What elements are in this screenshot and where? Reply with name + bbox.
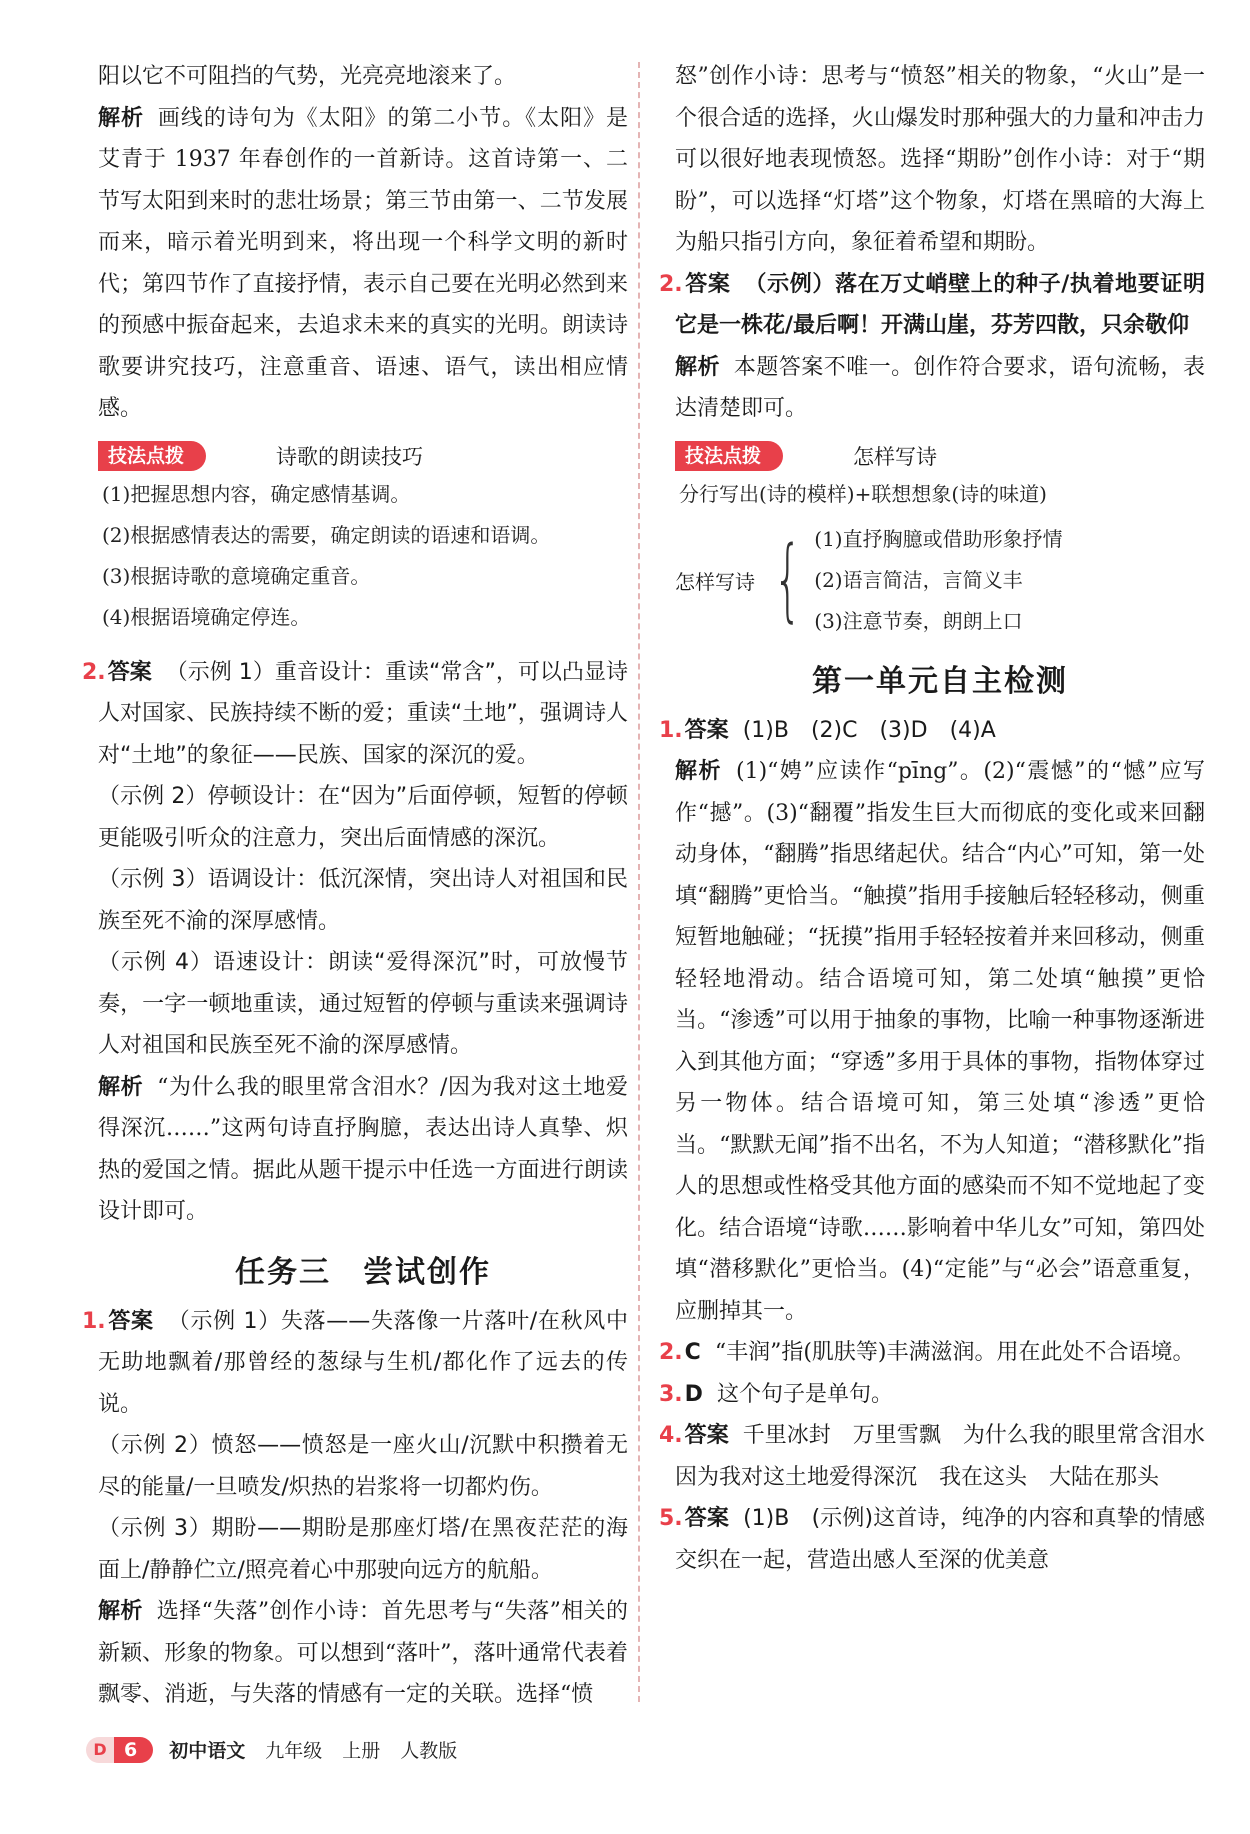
task3-q2-analysis	[675, 347, 1205, 430]
page-footer	[86, 1736, 457, 1763]
left-analysis-1	[98, 98, 628, 430]
answer-label: 答案	[684, 1506, 730, 1531]
analysis-label: 解析	[675, 759, 722, 784]
tip-box-writing	[675, 438, 1205, 642]
tip-title: 诗歌的朗读技巧	[276, 444, 424, 469]
tip-item: (4)根据语境确定停连。	[102, 604, 311, 629]
tip-item: (1)直抒胸臆或借助形象抒情	[814, 526, 1063, 551]
example-2: （示例 2）愤怒——愤怒是一座火山/沉默中积攒着无尽的能量/一旦喷发/炽热的岩浆将一切都灼伤。	[98, 1433, 628, 1500]
tip-item: (1)把握思想内容，确定感情基调。	[102, 481, 411, 506]
column-divider	[638, 62, 640, 1702]
question-2-answer	[82, 652, 628, 777]
task3-q1-analysis	[98, 1591, 628, 1716]
analysis-label: 解析	[675, 354, 720, 380]
tip-badge: 技法点拨	[675, 441, 783, 471]
test-q2	[659, 1332, 1205, 1374]
question-number: 2.	[659, 271, 683, 297]
analysis-label: 解析	[98, 1599, 143, 1624]
task3-q1-answer	[82, 1301, 628, 1426]
analysis-label: 解析	[98, 105, 144, 131]
test-q4	[659, 1415, 1227, 1498]
footer-letter-badge: D	[86, 1737, 114, 1763]
brace-icon: {	[773, 527, 802, 632]
tip-item: (2)根据感情表达的需要，确定朗读的语速和语调。	[102, 522, 551, 547]
example-2: （示例 2）停顿设计：在“因为”后面停顿，短暂的停顿更能吸引听众的注意力，突出后面情感的深沉。	[98, 784, 628, 851]
example-3: （示例 3）语调设计：低沉深情，突出诗人对祖国和民族至死不渝的深厚感情。	[98, 867, 628, 934]
question-number: 1.	[82, 1308, 106, 1334]
left-paragraph-continued: 阳以它不可阻挡的气势，光亮亮地滚来了。	[98, 64, 517, 89]
answer-choice: D	[684, 1381, 703, 1407]
answer-label: 答案	[107, 659, 152, 685]
footer-grade: 九年级	[265, 1740, 323, 1762]
right-paragraph-continued: 怒”创作小诗：思考与“愤怒”相关的物象，“火山”是一个很合适的选择，火山爆发时那种强大的力量和冲击力可以很好地表现愤怒。选择“期盼”创作小诗：对于“期盼”，可以选择“灯塔”这个物象，灯塔在黑暗的大海上为船只指引方向，象征着希望和期盼。	[675, 64, 1205, 255]
test-q5	[659, 1498, 1205, 1581]
example-3: （示例 3）期盼——期盼是那座灯塔/在黑夜茫茫的海面上/静静伫立/照亮着心中那驶向远方的航船。	[98, 1516, 628, 1583]
question-number: 2.	[659, 1340, 683, 1365]
page-number: 6	[114, 1737, 153, 1763]
tip-item: (3)根据诗歌的意境确定重音。	[102, 563, 371, 588]
answer-text: 千里冰封 万里雪飘 为什么我的眼里常含泪水 因为我对这土地爱得深沉 我在这头 大陆在那头	[675, 1423, 1227, 1490]
answer-text: （示例）落在万丈峭壁上的种子/执着地要证明它是一株花/最后啊！开满山崖，芬芳四散，只余敬仰	[675, 271, 1205, 338]
analysis-text: “为什么我的眼里常含泪水？/因为我对这土地爱得深沉……”这两句诗直抒胸臆，表达出诗人真挚、炽热的爱国之情。据此从题干提示中任选一方面进行朗读设计即可。	[98, 1074, 628, 1224]
analysis-text: 选择“失落”创作小诗：首先思考与“失落”相关的新颖、形象的物象。可以想到“落叶”，落叶通常代表着飘零、消逝，与失落的情感有一定的关联。选择“愤	[98, 1599, 628, 1707]
section-heading-task3: 任务三 尝试创作	[235, 1254, 491, 1290]
answer-label: 答案	[684, 271, 731, 297]
right-column	[659, 56, 1227, 1581]
tip-item: (3)注意节奏，朗朗上口	[814, 608, 1023, 633]
brace-diagram	[675, 519, 1205, 642]
footer-volume: 上册	[342, 1740, 381, 1762]
tip-box-reading	[98, 438, 628, 638]
test-q1-answer	[659, 710, 1205, 752]
analysis-label: 解析	[98, 1074, 144, 1100]
answer-text: (1)B (示例)这首诗，纯净的内容和真挚的情感交织在一起，营造出感人至深的优美意	[675, 1506, 1205, 1573]
question-number: 2.	[82, 659, 106, 685]
question-number: 5.	[659, 1506, 683, 1531]
question-2-analysis	[98, 1067, 628, 1233]
footer-edition: 人教版	[400, 1740, 458, 1762]
analysis-text: (1)“娉”应读作“pīng”。(2)“震憾”的“憾”应写作“撼”。(3)“翻覆”指发生巨大而彻底的变化或来回翻动身体，“翻腾”指思绪起伏。结合“内心”可知，第一处填“翻腾”更恰当。“触摸”指用手接触后轻轻移动，侧重短暂地触碰；“抚摸”指用手轻轻按着并来回移动，侧重轻轻地滑动。结合语境可知，第二处填“触摸”更恰当。“渗透”可以用于抽象的事物，比喻一种事物逐渐进入到其他方面；“穿透”多用于具体的事物，指物体穿过另一物体。结合语境可知，第三处填“渗透”更恰当。“默默无闻”指不出名，不为人知道；“潜移默化”指人的思想或性格受其他方面的感染而不知不觉地起了变化。结合语境“诗歌……影响着中华儿女”可知，第四处填“潜移默化”更恰当。(4)“定能”与“必会”语意重复，应删掉其一。	[675, 759, 1205, 1324]
footer-subject: 初中语文	[169, 1740, 246, 1762]
section-heading-unit-test: 第一单元自主检测	[812, 663, 1068, 699]
example-1: （示例 1）失落——失落像一片落叶/在秋风中无助地飘着/那曾经的葱绿与生机/都化作了远去的传说。	[98, 1308, 628, 1417]
answer-text: 这个句子是单句。	[716, 1381, 893, 1407]
answer-label: 答案	[684, 717, 729, 743]
analysis-text: 本题答案不唯一。创作符合要求，语句流畅，表达清楚即可。	[675, 354, 1205, 421]
answer-label: 答案	[684, 1423, 729, 1448]
task3-q2-answer	[659, 264, 1205, 347]
tip-item: (2)语言简洁，言简义丰	[814, 567, 1023, 592]
analysis-text: 画线的诗句为《太阳》的第二小节。《太阳》是艾青于 1937 年春创作的一首新诗。这首诗第一、二节写太阳到来时的悲壮场景；第三节由第一、二节发展而来，暗示着光明到来，将出现一个科学文明的新时代；第四节作了直接抒情，表示自己要在光明必然到来的预感中振奋起来，去追求未来的真实的光明。朗读诗歌要讲究技巧，注意重音、语速、语气，读出相应情感。	[98, 105, 628, 421]
answer-text: “丰润”指(肌肤等)丰满滋润。用在此处不合语境。	[714, 1340, 1195, 1365]
example-4: （示例 4）语速设计：朗读“爱得深沉”时，可放慢节奏，一字一顿地重读，通过短暂的停顿与重读来强调诗人对祖国和民族至死不渝的深厚感情。	[98, 950, 628, 1058]
question-number: 1.	[659, 717, 683, 743]
answer-text: (1)B (2)C (3)D (4)A	[742, 717, 996, 743]
tip-title: 怎样写诗	[853, 444, 938, 469]
brace-label: 怎样写诗	[675, 569, 755, 594]
question-number: 3.	[659, 1381, 683, 1407]
example-1: （示例 1）重音设计：重读“常含”，可以凸显诗人对国家、民族持续不断的爱；重读“土地”，强调诗人对“土地”的象征——民族、国家的深沉的爱。	[98, 659, 628, 768]
question-number: 4.	[659, 1423, 683, 1448]
tip-badge: 技法点拨	[98, 441, 206, 471]
test-q3	[659, 1374, 1205, 1416]
left-column	[82, 56, 628, 1716]
footer-book-info	[169, 1736, 457, 1763]
tip-line: 分行写出(诗的模样)+联想想象(诗的味道)	[679, 481, 1047, 506]
test-q1-analysis	[675, 751, 1205, 1332]
answer-label: 答案	[107, 1308, 154, 1334]
answer-choice: C	[684, 1340, 701, 1365]
